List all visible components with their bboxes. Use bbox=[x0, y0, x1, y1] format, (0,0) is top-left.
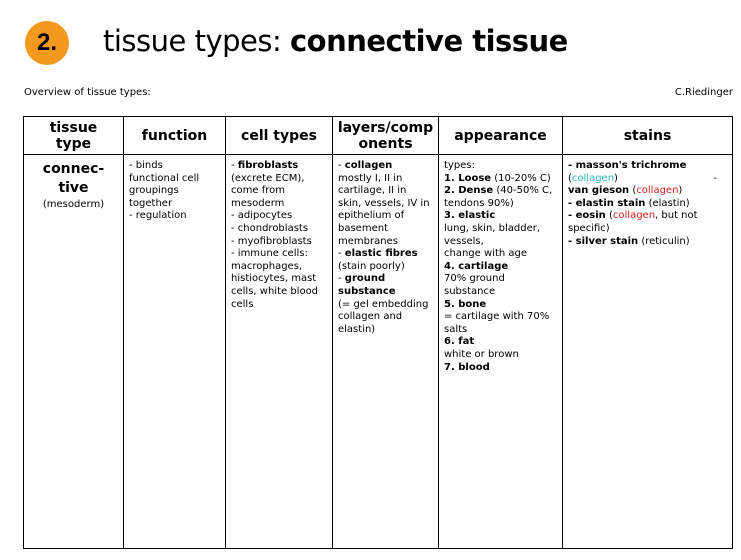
header-stains: stains bbox=[563, 117, 733, 155]
title-plain: tissue types: bbox=[103, 24, 282, 58]
table-header-row bbox=[24, 117, 733, 155]
header-appearance: appearance bbox=[439, 117, 563, 155]
header-function: function bbox=[124, 117, 226, 155]
tissue-type-origin: (mesoderm) bbox=[42, 199, 105, 210]
cell-tissue-type bbox=[24, 155, 124, 549]
header-layers: layers/comp onents bbox=[333, 117, 439, 155]
page-title bbox=[103, 24, 568, 58]
tissue-table bbox=[23, 116, 733, 549]
tissue-type-name: connec- tive bbox=[42, 161, 105, 196]
slide-number-badge bbox=[25, 21, 69, 65]
author-label: C.Riedinger bbox=[674, 87, 733, 98]
header-tissue-type: tissue type bbox=[24, 117, 124, 155]
cell-appearance: types: 1. Loose (10-20% C) 2. Dense (40-50% C, tendons 90%) 3. elastic lung, skin, bladder, vessels, change with age 4. cartilage 70% ground substance 5. bone = cartilage with 70% salts 6. fat white or brown 7. blood bbox=[439, 155, 563, 549]
cell-cell-types: - fibroblasts (excrete ECM), come from mesoderm - adipocytes - chondroblasts - myofibroblasts - immune cells: macrophages, histiocytes, mast cells, white blood cells bbox=[226, 155, 333, 549]
cell-layers: - collagen mostly I, II in cartilage, II in skin, vessels, IV in epithelium of basement membranes - elastic fibres (stain poorly) - ground substance (= gel embedding collagen and elastin) bbox=[333, 155, 439, 549]
table-row bbox=[24, 155, 733, 549]
cell-stains: - masson's trichrome (collagen) - van gieson (collagen) - elastin stain (elastin) - eosin (collagen, but not specific) - silver stain (reticulin) bbox=[563, 155, 733, 549]
title-bold: connective tissue bbox=[289, 24, 568, 58]
header-cell-types: cell types bbox=[226, 117, 333, 155]
cell-function: - binds functional cell groupings together - regulation bbox=[124, 155, 226, 549]
slide-number: 2. bbox=[36, 29, 57, 56]
overview-label: Overview of tissue types: bbox=[24, 87, 151, 98]
